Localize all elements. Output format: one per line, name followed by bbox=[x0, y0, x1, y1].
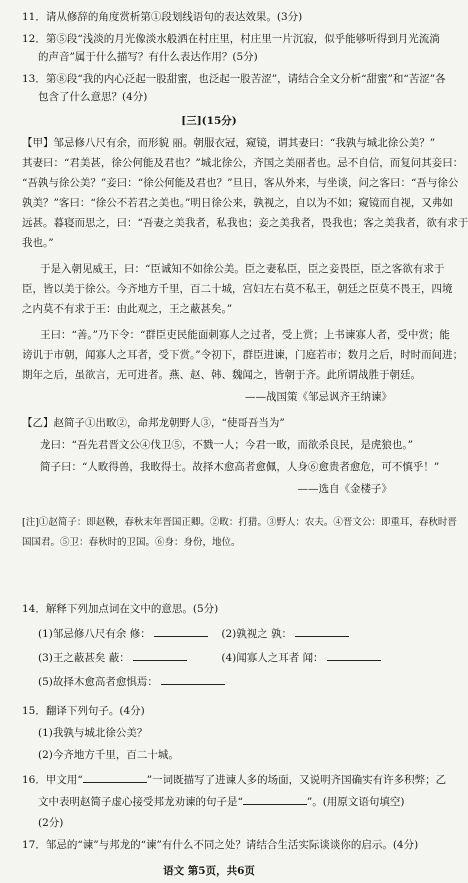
question-16-line-1: 16．甲文用“ ”一词既描写了进谏人多的场面，又说明齐国确实有许多积弊；乙 bbox=[22, 774, 447, 786]
question-15: 15．翻译下列句子。(4分) bbox=[22, 705, 145, 717]
q14-item-1 bbox=[38, 626, 218, 641]
q14-item-3-word: 蔽： bbox=[108, 652, 130, 664]
q14-item-4-word: 闻： bbox=[302, 652, 324, 664]
section-title: [三](15分) bbox=[181, 115, 237, 127]
yi-line-1: 【乙】赵简子①出畋②，命邦龙朝野人③，“使哥吾当为” bbox=[22, 417, 285, 429]
jia-line-11: 谤讥于市朝，闻寡人之耳者，受下赏。”令初下，群臣进谏，门庭若市；数月之后，时时而间进； bbox=[22, 349, 464, 361]
question-16-line-2: 文中表明赵简子虚心接受邦龙劝谏的句子是“ ”。(用原文语句填空) bbox=[38, 796, 405, 808]
q14-item-3-blank[interactable] bbox=[133, 650, 187, 661]
q14-item-4-label: (4)闻寡人之耳者 bbox=[221, 652, 300, 664]
question-16-points: (2分) bbox=[38, 817, 64, 829]
q14-item-4 bbox=[221, 650, 401, 665]
notes-line-2: 国国君。⑤卫：春秋时的卫国。⑥身：身份，地位。 bbox=[22, 537, 241, 548]
q14-item-2-label: (2)孰视之 bbox=[221, 628, 268, 640]
q14-row-2 bbox=[38, 650, 402, 665]
q15-item-2: (2)今齐地方千里，百二十城。 bbox=[38, 749, 179, 761]
jia-line-3: “吾孰与徐公美？”妾曰：“徐公何能及君也？”旦日，客从外来，与坐谈，问之客曰：“吾与徐公 bbox=[22, 177, 459, 189]
q14-item-1-blank[interactable] bbox=[154, 626, 208, 637]
question-11: 11．请从修辞的角度赏析第①段划线语句的表达效果。(3分) bbox=[22, 11, 303, 23]
notes-line-1: [注]①赵简子：即赵鞅，春秋末年晋国正卿。②畋：打猎。③野人：农夫。④晋文公：即重耳，春秋时晋 bbox=[22, 517, 457, 528]
question-17: 17．邹忌的“谏”与邦龙的“谏”有什么不同之处？请结合生活实际谈谈你的启示。(4分) bbox=[22, 839, 419, 851]
page-footer: 语文 第5页，共6页 bbox=[163, 865, 255, 877]
q14-item-2 bbox=[221, 626, 401, 641]
yi-source: ——选自《金楼子》 bbox=[297, 483, 392, 495]
question-13-line-1: 13．第⑧段“我的内心泛起一股甜蜜，也泛起一股苦涩”，请结合全文分析“甜蜜”和“苦涩”各 bbox=[22, 73, 446, 85]
q14-item-2-blank[interactable] bbox=[295, 626, 349, 637]
question-14: 14．解释下列加点词在文中的意思。(5分) bbox=[22, 603, 219, 615]
q14-item-3 bbox=[38, 650, 218, 665]
q14-row-3 bbox=[38, 674, 402, 689]
q14-row-1 bbox=[38, 626, 402, 641]
jia-line-8: 臣，皆以美于徐公。今齐地方千里，百二十城，宫妇左右莫不私王，朝廷之臣莫不畏王，四境 bbox=[22, 283, 453, 295]
jia-line-5: 远甚。暮寝而思之，曰：“吾妻之美我者，私我也；妾之美我者，畏我也；客之美我者，欲有求于 bbox=[22, 217, 468, 229]
q14-item-1-label: (1)邹忌修八尺有余 bbox=[38, 628, 127, 640]
jia-source: ——战国策《邹忌讽齐王纳谏》 bbox=[245, 391, 392, 403]
q15-item-1: (1)我孰与城北徐公美？ bbox=[38, 727, 148, 739]
question-13-line-2: 包含了什么意思？(4分) bbox=[38, 91, 148, 103]
q14-item-5-label: (5)故择木愈高者愈惧焉： bbox=[38, 676, 158, 688]
q14-item-1-word: 修： bbox=[129, 628, 151, 640]
yi-line-3: 简子曰：“人畋得兽，我畋得士。故择木愈高者愈佩，人身⑥愈贵者愈危，可不慎乎！” bbox=[40, 461, 440, 473]
question-12-line-2: 的声音”属于什么描写？有什么表达作用？(5分) bbox=[38, 51, 258, 63]
jia-line-2: 其妻曰：“君美甚，徐公何能及君也？”城北徐公，齐国之美丽者也。忌不自信，而复问其妾曰： bbox=[22, 157, 464, 169]
q16-blank-2[interactable] bbox=[243, 794, 307, 805]
jia-line-4: 孰美？”客曰：“徐公不若君之美也。”明日徐公来，孰视之，自以为不如；窥镜而自视，又弗如 bbox=[22, 197, 453, 209]
q14-item-4-blank[interactable] bbox=[327, 650, 381, 661]
jia-line-6: 我也。” bbox=[22, 237, 54, 249]
q16-blank-1[interactable] bbox=[83, 772, 147, 783]
jia-line-7: 于是入朝见威王，曰：“臣诚知不如徐公美。臣之妻私臣，臣之妾畏臣，臣之客欲有求于 bbox=[40, 263, 445, 275]
jia-line-12: 期年之后，虽欲言，无可进者。燕、赵、韩、魏闻之，皆朝于齐。此所谓战胜于朝廷。 bbox=[22, 369, 421, 381]
jia-line-1: 【甲】邹忌修八尺有余，而形貌 丽。朝服衣冠，窥镜，谓其妻曰：“我孰与城北徐公美？” bbox=[22, 137, 436, 149]
jia-line-9: 之内莫不有求于王：由此观之，王之蔽甚矣。” bbox=[22, 303, 233, 315]
q14-item-5-blank[interactable] bbox=[161, 674, 225, 685]
yi-line-2: 龙曰：“吾先君晋文公④伐卫⑤，不戮一人；今君一畋，而欲杀良民，是虎狼也。” bbox=[40, 439, 413, 451]
jia-line-10: 王曰：“善。”乃下令：“群臣吏民能面刺寡人之过者，受上赏；上书谏寡人者，受中赏；能 bbox=[40, 329, 450, 341]
q14-item-3-label: (3)王之蔽甚矣 bbox=[38, 652, 106, 664]
question-12-line-1: 12．第⑤段“浅淡的月光像淡水般洒在村庄里，村庄里一片沉寂，似乎能够听得到月光流淌 bbox=[22, 33, 440, 45]
q14-item-2-word: 孰： bbox=[271, 628, 293, 640]
